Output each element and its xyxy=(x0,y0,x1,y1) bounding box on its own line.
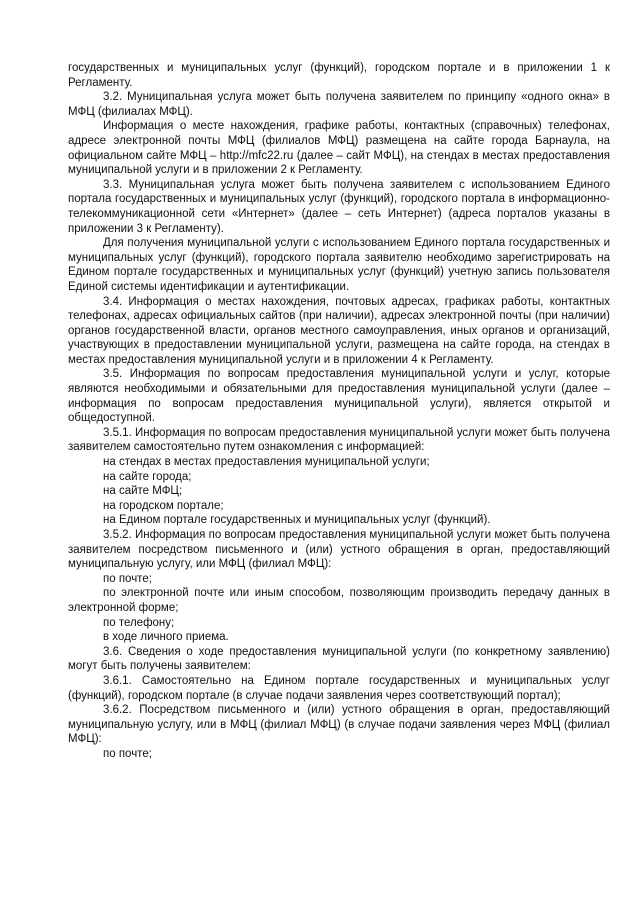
list-item: по почте; xyxy=(103,572,152,585)
list-item: на Едином портале государственных и муниципальных услуг (функций). xyxy=(103,514,491,527)
paragraph: Для получения муниципальной услуги с использованием Единого портала государственных и муниципальных услуг (функций), городского портала заявителю необходимо зарегистрировать на Едином портале государственных и муниципальных услуг (функций) учетную запись пользователя Единой системы идентификации и аутентификации. xyxy=(68,237,610,293)
list-item: на сайте МФЦ; xyxy=(103,485,183,498)
paragraph: государственных и муниципальных услуг (функций), городском портале и в приложении 1 к Регламенту. xyxy=(68,62,610,89)
list-item: по телефону; xyxy=(103,616,175,629)
paragraph: 3.4. Информация о местах нахождения, почтовых адресах, графиках работы, контактных телефонах, адресах официальных сайтов (при наличии), адресах электронной почты (при наличии) органов государственной власти, органов местного самоуправления, иных органов и организаций, участвующих в предоставлении муниципальной услуги, размещена на сайте города, на стендах в местах предоставления муниципальной услуги и в приложении 4 к Регламенту. xyxy=(68,295,610,366)
list-item: на городском портале; xyxy=(103,499,224,512)
paragraph: 3.3. Муниципальная услуга может быть получена заявителем с использованием Единого портала государственных и муниципальных услуг (функций), городского портала в информационно-телекоммуникационной сети «Интернет» (далее – сеть Интернет) (адреса порталов указаны в приложении 3 к Регламенту). xyxy=(68,178,610,235)
list-item: в ходе личного приема. xyxy=(103,631,229,644)
paragraph: 3.5.2. Информация по вопросам предоставления муниципальной услуги может быть получена заявителем посредством письменного и (или) устного обращения в орган, предоставляющий муниципальную услугу, или МФЦ (филиал МФЦ): xyxy=(68,529,610,571)
paragraph: Информация о месте нахождения, графике работы, контактных (справочных) телефонах, адресе электронной почты МФЦ (филиалов МФЦ) размещена на сайте города Барнаула, на официальном сайте МФЦ – http://mfc22.ru (далее – сайт МФЦ), на стендах в местах предоставления муниципальной услуги и в приложении 2 к Регламенту. xyxy=(68,120,610,177)
paragraph: 3.2. Муниципальная услуга может быть получена заявителем по принципу «одного окна» в МФЦ (филиалах МФЦ). xyxy=(68,91,610,118)
paragraph: 3.5.1. Информация по вопросам предоставления муниципальной услуги может быть получена заявителем самостоятельно путем ознакомления с информацией: xyxy=(68,426,610,454)
list-item: по почте; xyxy=(103,747,152,760)
list-item: по электронной почте или иным способом, позволяющим производить передачу данных в электронной форме; xyxy=(68,587,610,614)
paragraph: 3.5. Информация по вопросам предоставления муниципальной услуги и услуг, которые являются необходимыми и обязательными для предоставления муниципальной услуги (далее – информация по вопросам предоставления муниципальной услуги), является открытой и общедоступной. xyxy=(68,368,610,425)
document-page xyxy=(68,61,610,762)
paragraph: 3.6.2. Посредством письменного и (или) устного обращения в орган, предоставляющий муниципальную услугу, или в МФЦ (филиал МФЦ) (в случае подачи заявления через МФЦ (филиал МФЦ): xyxy=(68,704,610,746)
paragraph: 3.6.1. Самостоятельно на Едином портале государственных и муниципальных услуг (функций), городском портале (в случае подачи заявления через соответствующий портал); xyxy=(68,674,610,702)
list-item: на сайте города; xyxy=(103,470,192,483)
paragraph: 3.6. Сведения о ходе предоставления муниципальной услуги (по конкретному заявлению) могут быть получены заявителем: xyxy=(68,645,610,673)
list-item: на стендах в местах предоставления муниципальной услуги; xyxy=(103,456,430,469)
